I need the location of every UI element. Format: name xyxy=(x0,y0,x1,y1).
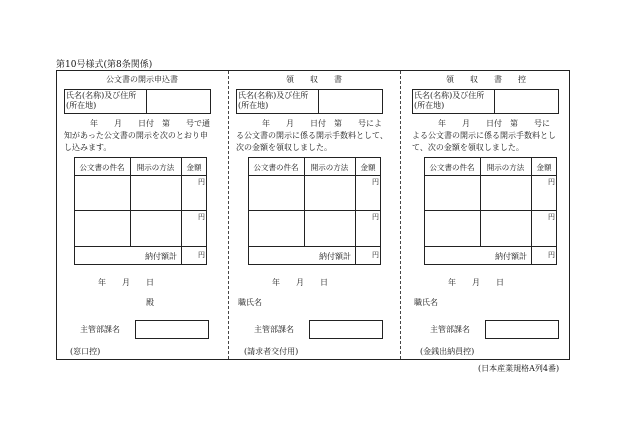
dept-input-box[interactable] xyxy=(485,320,559,339)
body-text-line: 知があった公文書の開示を次のとおり申 xyxy=(64,131,208,140)
panel-title: 領 収 書 xyxy=(286,75,342,84)
recipient-suffix: 殿 xyxy=(146,298,154,307)
header-disclosure-method: 開示の方法 xyxy=(310,163,349,172)
body-text-line: 年 月 日付 第 号に xyxy=(438,119,550,128)
address-sublabel: (所在地) xyxy=(414,101,445,110)
address-sublabel: (所在地) xyxy=(66,101,97,110)
total-label: 納付額計 xyxy=(495,252,527,261)
dept-input-box[interactable] xyxy=(135,320,209,339)
official-name-label: 職氏名 xyxy=(414,298,438,307)
address-divider xyxy=(494,89,495,114)
header-document-name: 公文書の件名 xyxy=(429,163,475,172)
body-text-line: 年 月 日付 第 号で通 xyxy=(90,119,210,128)
dept-label: 主管部課名 xyxy=(430,325,470,334)
header-document-name: 公文書の件名 xyxy=(253,163,299,172)
copy-label: (金銭出納員控) xyxy=(420,347,475,356)
body-text-line: 次の金額を領収しました。 xyxy=(236,143,332,152)
address-divider xyxy=(146,89,147,114)
yen-unit: 円 xyxy=(372,213,379,221)
panel-title: 公文書の開示申込書 xyxy=(106,75,178,84)
dept-input-box[interactable] xyxy=(309,320,383,339)
yen-unit: 円 xyxy=(372,251,379,259)
yen-unit: 円 xyxy=(548,213,555,221)
total-label: 納付額計 xyxy=(145,252,177,261)
form-number-title: 第10号様式(第8条関係) xyxy=(56,60,153,70)
address-label: 氏名(名称)及び住所 xyxy=(238,91,309,100)
body-text-line: 年 月 日付 第 号によ xyxy=(262,119,382,128)
copy-label: (請求者交付用) xyxy=(244,347,299,356)
header-amount: 金額 xyxy=(360,163,376,172)
address-divider xyxy=(318,89,319,114)
yen-unit: 円 xyxy=(548,251,555,259)
date-label: 年 月 日 xyxy=(448,278,504,287)
body-text-line: て、次の金額を領収しました。 xyxy=(412,143,524,152)
address-label: 氏名(名称)及び住所 xyxy=(414,91,485,100)
dept-label: 主管部課名 xyxy=(254,325,294,334)
address-sublabel: (所在地) xyxy=(238,101,269,110)
fee-table xyxy=(74,157,207,265)
header-amount: 金額 xyxy=(186,163,202,172)
panel-title: 領 収 書 控 xyxy=(446,75,526,84)
yen-unit: 円 xyxy=(372,178,379,186)
panel-divider-2 xyxy=(400,71,401,359)
date-label: 年 月 日 xyxy=(98,278,154,287)
body-text-line: る公文書の開示に係る開示手数料として、 xyxy=(236,131,388,140)
header-disclosure-method: 開示の方法 xyxy=(136,163,175,172)
date-label: 年 月 日 xyxy=(272,278,328,287)
yen-unit: 円 xyxy=(198,251,205,259)
dept-label: 主管部課名 xyxy=(80,325,120,334)
fee-table xyxy=(424,157,557,265)
yen-unit: 円 xyxy=(198,178,205,186)
copy-label: (窓口控) xyxy=(70,347,101,356)
body-text-line: よる公文書の開示に係る開示手数料とし xyxy=(412,131,556,140)
paper-size-note: (日本産業規格A列4番) xyxy=(478,364,560,373)
yen-unit: 円 xyxy=(548,178,555,186)
address-label: 氏名(名称)及び住所 xyxy=(66,91,137,100)
panel-divider-1 xyxy=(228,71,229,359)
body-text-line: し込みます。 xyxy=(64,143,112,152)
header-disclosure-method: 開示の方法 xyxy=(486,163,525,172)
fee-table xyxy=(248,157,381,265)
header-amount: 金額 xyxy=(536,163,552,172)
yen-unit: 円 xyxy=(198,213,205,221)
total-label: 納付額計 xyxy=(319,252,351,261)
official-name-label: 職氏名 xyxy=(238,298,262,307)
header-document-name: 公文書の件名 xyxy=(79,163,125,172)
